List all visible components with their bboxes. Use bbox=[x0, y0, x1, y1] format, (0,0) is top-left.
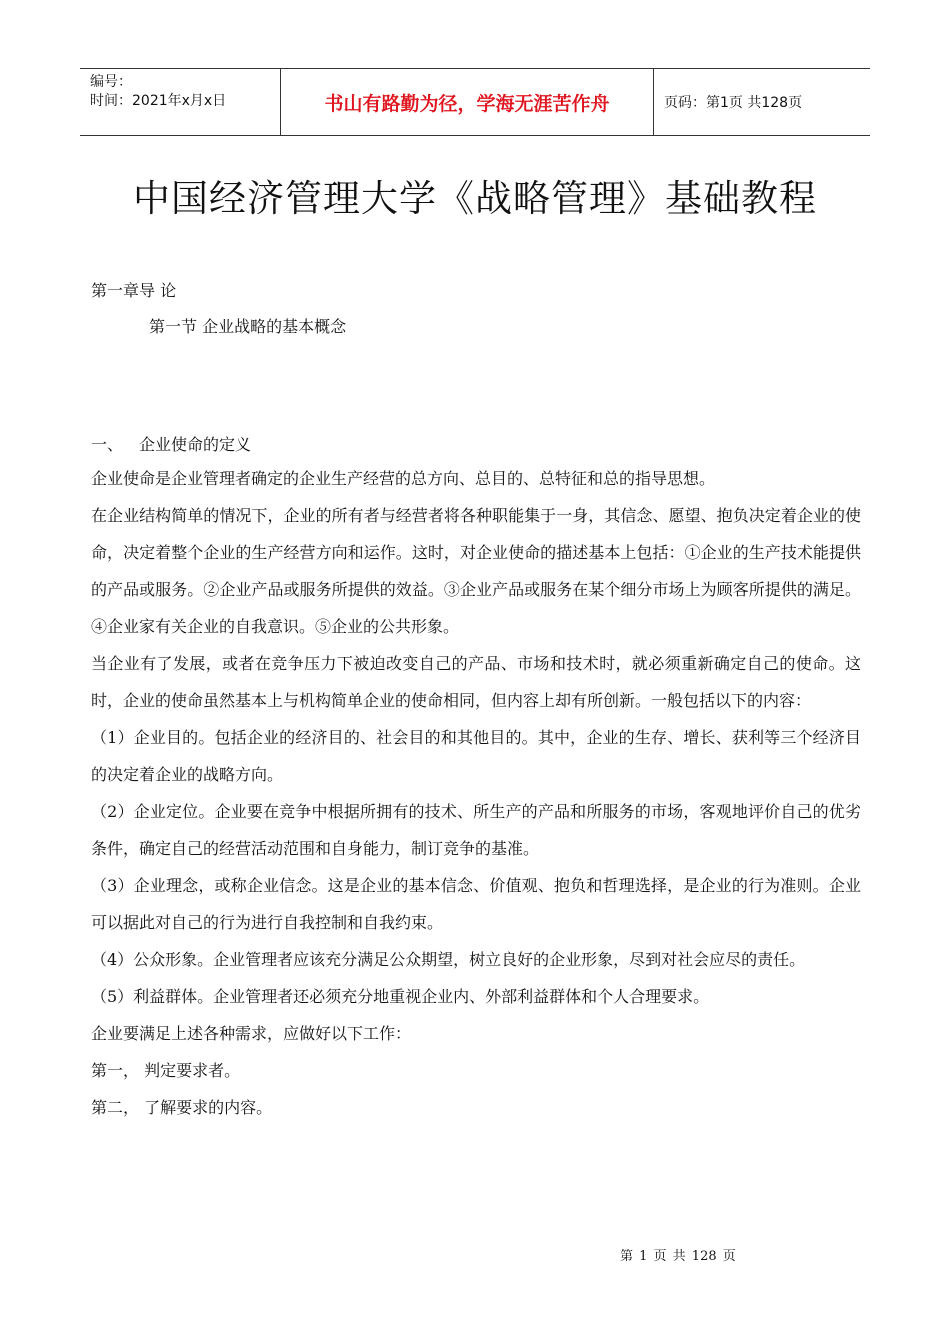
document-number-label: 编号： bbox=[90, 74, 132, 90]
paragraph: （3）企业理念，或称企业信念。这是企业的基本信念、价值观、抱负和哲理选择，是企业的行为准则。企业可以据此对自己的行为进行自我控制和自我约束。 bbox=[91, 876, 861, 932]
paragraph: （2）企业定位。企业要在竞争中根据所拥有的技术、所生产的产品和所服务的市场，客观地评价自己的优劣条件，确定自己的经营活动范围和自身能力，制订竞争的基准。 bbox=[91, 802, 861, 858]
subsection-number: 一、 bbox=[91, 435, 124, 454]
paragraph: 第一， 判定要求者。 bbox=[91, 1061, 241, 1080]
header-table bbox=[80, 68, 870, 136]
document-body bbox=[91, 276, 861, 1126]
page-footer: 第 1 页 共 128 页 bbox=[620, 1249, 736, 1264]
paragraph: （5）利益群体。企业管理者还必须充分地重视企业内、外部利益群体和个人合理要求。 bbox=[91, 987, 710, 1006]
paragraph: 当企业有了发展，或者在竞争压力下被迫改变自己的产品、市场和技术时，就必须重新确定自己的使命。这时，企业的使命虽然基本上与机构简单企业的使命相同，但内容上却有所创新。一般包括以下的内容： bbox=[91, 654, 861, 710]
paragraph: 第二， 了解要求的内容。 bbox=[91, 1098, 273, 1117]
header-page-info: 页码：第1页 共128页 bbox=[664, 95, 803, 111]
paragraph: （4）公众形象。企业管理者应该充分满足公众期望，树立良好的企业形象，尽到对社会应尽的责任。 bbox=[91, 950, 806, 969]
paragraph: 企业要满足上述各种需求，应做好以下工作： bbox=[91, 1024, 412, 1043]
paragraph: 企业使命是企业管理者确定的企业生产经营的总方向、总目的、总特征和总的指导思想。 bbox=[91, 469, 716, 488]
chapter-heading: 第一章导 论 bbox=[91, 281, 177, 300]
document-title: 中国经济管理大学《战略管理》基础教程 bbox=[133, 177, 817, 220]
header-meta-cell bbox=[80, 69, 281, 135]
section-heading: 第一节 企业战略的基本概念 bbox=[149, 317, 347, 336]
subsection-heading bbox=[91, 430, 861, 460]
document-date: 时间：2021年x月x日 bbox=[90, 93, 227, 109]
paragraph: （1）企业目的。包括企业的经济目的、社会目的和其他目的。其中，企业的生存、增长、获利等三个经济目的决定着企业的战略方向。 bbox=[91, 728, 861, 784]
subsection-title: 企业使命的定义 bbox=[139, 435, 252, 454]
paragraph: 在企业结构简单的情况下，企业的所有者与经营者将各种职能集于一身，其信念、愿望、抱负决定着企业的使命，决定着整个企业的生产经营方向和运作。这时，对企业使命的描述基本上包括：①企业的生产技术能提供的产品或服务。②企业产品或服务所提供的效益。③企业产品或服务在某个细分市场上为顾客所提供的满足。④企业家有关企业的自我意识。⑤企业的公共形象。 bbox=[91, 506, 861, 636]
header-motto: 书山有路勤为径，学海无涯苦作舟 bbox=[281, 69, 654, 135]
